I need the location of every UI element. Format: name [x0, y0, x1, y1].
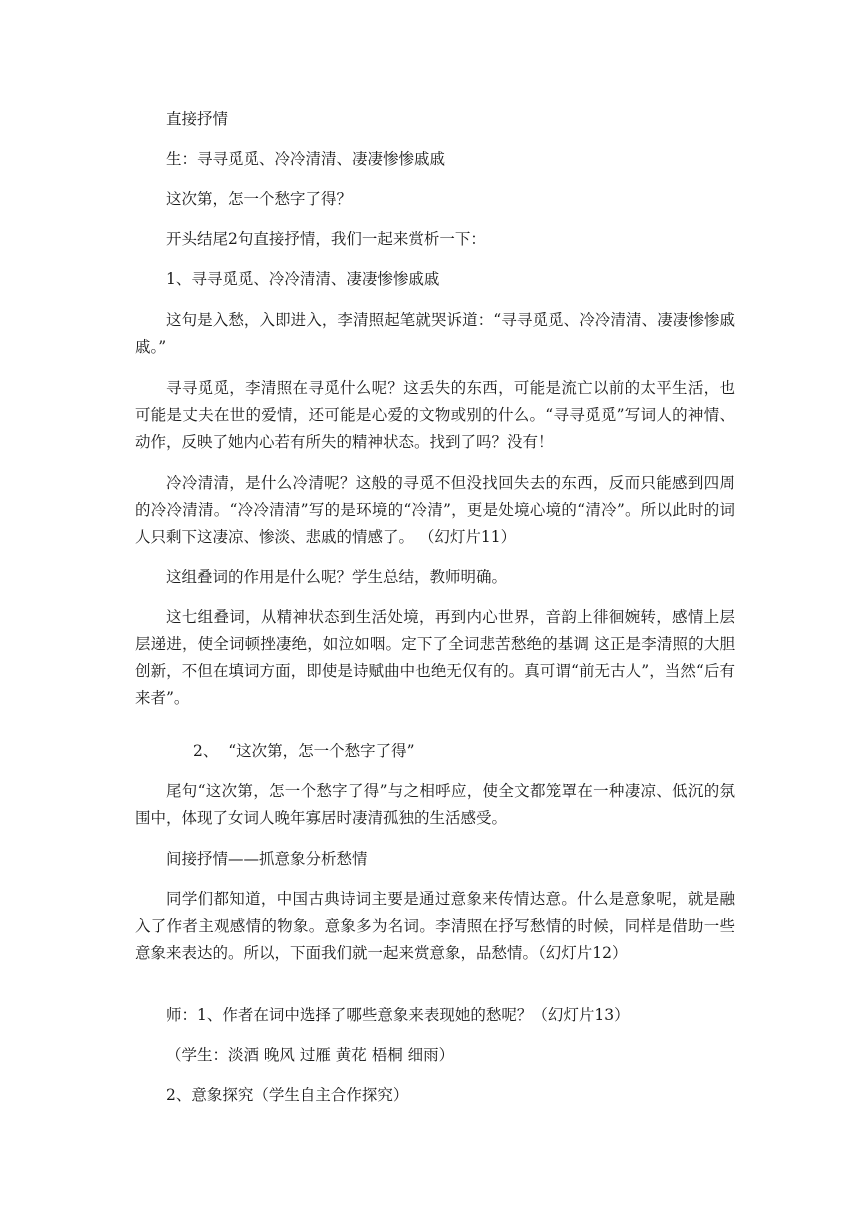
- heading-indirect-lyric: 间接抒情——抓意象分析愁情: [166, 850, 368, 868]
- point-two-heading: 2、 “这次第，怎一个愁字了得”: [193, 742, 415, 760]
- paragraph-seven-reduplications: 这七组叠词，从精神状态到生活处境，再到内心世界，音韵上徘徊婉转，感情上层层递进，使全词顿挫凄绝，如泣如咽。定下了全词悲苦愁绝的基调 这正是李清照的大胆创新，不但在填词方面，即使是诗赋曲中也绝无仅有的。真可谓“前无古人”，当然“后有来者”。: [135, 608, 735, 707]
- question-line: 这组叠词的作用是什么呢？学生总结，教师明确。: [166, 568, 508, 586]
- student-answer-line: 生：寻寻觅觅、冷冷清清、凄凄惨惨戚戚: [166, 150, 446, 168]
- imagery-exploration-heading: 2、意象探究（学生自主合作探究）: [166, 1086, 409, 1104]
- teacher-question-line: 师：1、作者在词中选择了哪些意象来表现她的愁呢？（幻灯片13）: [166, 1006, 630, 1024]
- point-one-heading: 1、寻寻觅觅、冷冷清清、凄凄惨惨戚戚: [166, 270, 440, 288]
- paragraph-seeking: 寻寻觅觅，李清照在寻觅什么呢？这丢失的东西，可能是流亡以前的太平生活，也可能是丈夫在世的爱情，还可能是心爱的文物或别的什么。“寻寻觅觅”写词人的神情、动作，反映了她内心若有所失的精神状态。找到了吗？没有！: [135, 379, 735, 451]
- intro-line: 开头结尾2句直接抒情，我们一起来赏析一下：: [166, 230, 486, 248]
- paragraph-entering-sorrow: 这句是入愁，入即进入，李清照起笔就哭诉道：“寻寻觅觅、冷冷清清、凄凄惨惨戚戚。”: [135, 311, 735, 356]
- heading-direct-lyric: 直接抒情: [166, 110, 229, 128]
- quote-line: 这次第，怎一个愁字了得？: [166, 190, 353, 208]
- paragraph-imagery: 同学们都知道，中国古典诗词主要是通过意象来传情达意。什么是意象呢，就是融入了作者主观感情的物象。意象多为名词。李清照在抒写愁情的时候，同样是借助一些意象来表达的。所以，下面我们就一起来赏意象，品愁情。（幻灯片12）: [135, 890, 735, 962]
- paragraph-cold-clear: 冷冷清清，是什么冷清呢？这般的寻觅不但没找回失去的东西，反而只能感到四周的冷冷清清。“冷冷清清”写的是环境的“冷清”，更是处境心境的“清冷”。所以此时的词人只剩下这凄凉、惨淡、悲戚的情感了。 （幻灯片11）: [135, 474, 735, 546]
- paragraph-ending-line: 尾句“这次第，怎一个愁字了得”与之相呼应，使全文都笼罩在一种凄凉、低沉的氛围中，体现了女词人晚年寡居时凄清孤独的生活感受。: [135, 782, 735, 827]
- student-imagery-list: （学生：淡酒 晚风 过雁 黄花 梧桐 细雨）: [166, 1046, 455, 1064]
